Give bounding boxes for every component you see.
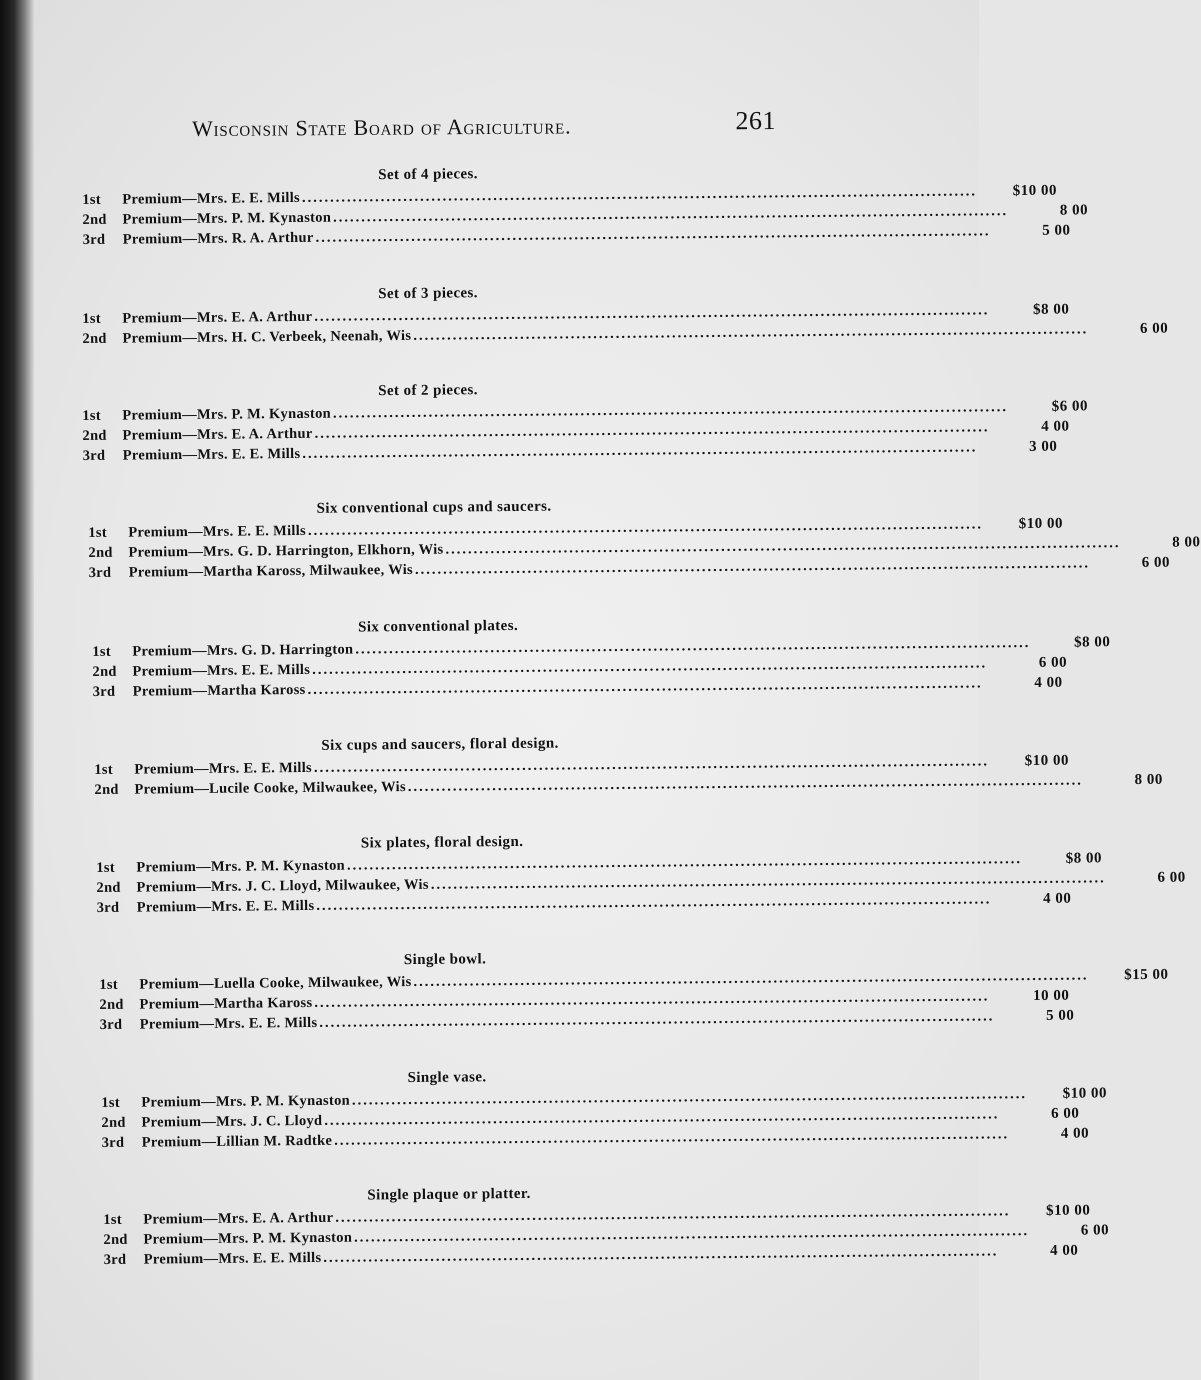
premium-place: 1st xyxy=(82,310,101,327)
premium-winner: Premium—Mrs. E. E. Mills xyxy=(134,759,313,778)
dot-leader: ........................................................................................................................ xyxy=(413,967,1089,990)
premium-place: 2nd xyxy=(88,544,113,561)
running-header xyxy=(192,104,782,144)
premium-winner: Premium—Martha Kaross, Milwaukee, Wis xyxy=(128,561,414,581)
premium-place: 1st xyxy=(88,524,107,541)
premium-amount: $10 00 xyxy=(1024,752,1070,770)
section-heading: Six cups and saucers, floral design. xyxy=(321,735,559,754)
premium-place: 3rd xyxy=(92,683,116,700)
premium-amount: 8 00 xyxy=(1059,202,1089,219)
premium-place: 1st xyxy=(82,407,101,424)
section-heading: Single bowl. xyxy=(403,951,487,969)
premium-place: 1st xyxy=(94,761,113,778)
premium-place: 1st xyxy=(99,976,118,993)
premium-amount: 6 00 xyxy=(1139,320,1169,337)
premium-place: 3rd xyxy=(96,899,120,916)
premium-winner: Premium—Martha Kaross xyxy=(139,994,313,1013)
premium-amount: $8 00 xyxy=(1065,850,1102,867)
dot-leader: ........................................................................................................................ xyxy=(445,535,1121,558)
dot-leader: ........................................................................................................................ xyxy=(307,675,983,698)
premium-place: 2nd xyxy=(82,330,107,347)
award-section xyxy=(88,496,1201,593)
premium-winner: Premium—Mrs. E. A. Arthur xyxy=(143,1209,334,1228)
premium-place: 3rd xyxy=(82,231,106,248)
premium-place: 2nd xyxy=(101,1114,126,1131)
premium-place: 3rd xyxy=(103,1251,127,1268)
premium-amount: $10 00 xyxy=(1062,1085,1107,1102)
premium-winner: Premium—Mrs. P. M. Kynaston xyxy=(122,209,332,228)
premium-place: 2nd xyxy=(103,1231,128,1248)
dot-leader: ........................................................................................................................ xyxy=(413,321,1089,344)
dot-leader: ........................................................................................................................ xyxy=(334,1126,1010,1149)
premium-place: 1st xyxy=(92,643,111,660)
dot-leader: ........................................................................................................................ xyxy=(324,1106,1000,1129)
dot-leader: ........................................................................................................................ xyxy=(312,655,988,678)
award-section xyxy=(82,379,1088,476)
section-heading: Set of 4 pieces. xyxy=(378,166,478,184)
premium-place: 2nd xyxy=(92,663,117,680)
premium-place: 3rd xyxy=(88,564,112,581)
premium-amount: $8 00 xyxy=(1073,634,1111,651)
premium-winner: Premium—Lillian M. Radtke xyxy=(141,1132,333,1151)
premium-amount: 6 00 xyxy=(1080,1222,1110,1239)
premium-winner: Premium—Mrs. P. M. Kynaston xyxy=(141,1092,351,1111)
premium-amount: 6 00 xyxy=(1051,1105,1080,1122)
premium-winner: Premium—Mrs. E. E. Mills xyxy=(128,522,307,541)
dot-leader: ........................................................................................................................ xyxy=(355,634,1031,658)
premium-winner: Premium—Mrs. E. E. Mills xyxy=(122,189,301,208)
premium-amount: 8 00 xyxy=(1172,534,1201,551)
dot-leader: ........................................................................................................................ xyxy=(407,772,1083,795)
dot-leader: ........................................................................................................................ xyxy=(351,1086,1027,1109)
premium-winner: Premium—Mrs. E. E. Mills xyxy=(122,445,301,464)
book-binding-edge xyxy=(0,0,34,1380)
dot-leader: ........................................................................................................................ xyxy=(314,419,990,442)
premium-winner: Premium—Martha Kaross xyxy=(132,681,306,700)
dot-leader: ........................................................................................................................ xyxy=(323,1243,999,1266)
premium-winner: Premium—Mrs. E. E. Mills xyxy=(139,1014,318,1033)
section-heading: Single plaque or platter. xyxy=(367,1185,531,1204)
section-heading: Six plates, floral design. xyxy=(360,833,524,852)
dot-leader: ........................................................................................................................ xyxy=(314,988,990,1011)
section-heading: Set of 2 pieces. xyxy=(378,382,478,400)
premium-winner: Premium—Mrs. P. M. Kynaston xyxy=(136,857,346,876)
section-heading: Six conventional cups and saucers. xyxy=(316,498,552,517)
dot-leader: ........................................................................................................................ xyxy=(319,1008,995,1031)
dot-leader: ........................................................................................................................ xyxy=(333,203,1009,226)
premium-place: 3rd xyxy=(99,1016,123,1033)
premium-amount: 8 00 xyxy=(1134,771,1163,789)
premium-place: 2nd xyxy=(82,211,107,228)
premium-amount: 5 00 xyxy=(1042,222,1071,239)
premium-winner: Premium—Mrs. E. E. Mills xyxy=(143,1249,322,1268)
award-section xyxy=(101,1066,1107,1163)
header-title: Wisconsin State Board of Agriculture. xyxy=(191,113,572,142)
premium-winner: Premium—Mrs. G. D. Harrington xyxy=(132,641,354,660)
award-section xyxy=(82,163,1089,260)
premium-amount: 6 00 xyxy=(1038,654,1068,671)
premium-winner: Premium—Mrs. E. E. Mills xyxy=(136,897,315,916)
premium-winner: Premium—Mrs. G. D. Harrington, Elkhorn, Wis xyxy=(128,541,444,561)
premium-amount: $10 00 xyxy=(1045,1202,1091,1219)
premium-winner: Premium—Mrs. R. A. Arthur xyxy=(122,229,314,248)
section-heading: Single vase. xyxy=(407,1069,487,1087)
premium-amount: $15 00 xyxy=(1124,966,1169,984)
premium-place: 2nd xyxy=(96,879,121,896)
premium-winner: Premium—Mrs. J. C. Lloyd, Milwaukee, Wis xyxy=(136,876,429,896)
premium-amount: 4 00 xyxy=(1041,418,1070,435)
award-section xyxy=(99,948,1169,1045)
premium-winner: Premium—Luella Cooke, Milwaukee, Wis xyxy=(139,974,412,993)
dot-leader: ........................................................................................................................ xyxy=(307,516,984,539)
dot-leader: ........................................................................................................................ xyxy=(313,753,990,776)
premium-place: 3rd xyxy=(82,447,106,464)
dot-leader: ........................................................................................................................ xyxy=(301,183,978,206)
premium-place: 2nd xyxy=(94,781,119,798)
page-number: 261 xyxy=(735,105,777,136)
premium-amount: 3 00 xyxy=(1029,438,1058,455)
premium-amount: $10 00 xyxy=(1012,182,1058,200)
premium-winner: Premium—Mrs. H. C. Verbeek, Neenah, Wis xyxy=(122,327,412,347)
dot-leader: ........................................................................................................................ xyxy=(315,223,991,246)
premium-winner: Premium—Mrs. E. E. Mills xyxy=(132,661,311,680)
premium-winner: Premium—Mrs. P. M. Kynaston xyxy=(143,1229,353,1248)
dot-leader: ........................................................................................................................ xyxy=(316,891,992,914)
premium-place: 1st xyxy=(101,1094,120,1111)
premium-amount: 5 00 xyxy=(1046,1007,1075,1024)
premium-winner: Premium—Lucile Cooke, Milwaukee, Wis xyxy=(134,779,406,798)
dot-leader: ........................................................................................................................ xyxy=(430,870,1106,893)
premium-amount: 4 00 xyxy=(1043,890,1072,907)
premium-winner: Premium—Mrs. E. A. Arthur xyxy=(122,425,313,444)
dot-leader: ........................................................................................................................ xyxy=(346,851,1022,874)
dot-leader: ........................................................................................................................ xyxy=(302,439,978,462)
premium-winner: Premium—Mrs. J. C. Lloyd xyxy=(141,1112,323,1131)
premium-place: 1st xyxy=(103,1211,122,1228)
premium-amount: $8 00 xyxy=(1032,301,1070,318)
premium-amount: 4 00 xyxy=(1050,1242,1079,1259)
section-heading: Set of 3 pieces. xyxy=(378,285,478,303)
dot-leader: ........................................................................................................................ xyxy=(354,1223,1030,1246)
award-section xyxy=(92,615,1111,712)
section-heading: Six conventional plates. xyxy=(357,617,519,636)
premium-place: 1st xyxy=(96,859,115,876)
award-section xyxy=(96,831,1186,928)
premium-place: 2nd xyxy=(99,996,124,1013)
premium-amount: 10 00 xyxy=(1033,987,1070,1005)
premium-place: 1st xyxy=(82,191,101,208)
dot-leader: ........................................................................................................................ xyxy=(414,555,1091,578)
award-section xyxy=(103,1183,1110,1280)
dot-leader: ........................................................................................................................ xyxy=(314,302,990,325)
dot-leader: ........................................................................................................................ xyxy=(335,1203,1011,1226)
award-section xyxy=(94,733,1163,830)
dot-leader: ........................................................................................................................ xyxy=(332,399,1008,422)
premium-amount: 6 00 xyxy=(1157,869,1186,886)
premium-place: 3rd xyxy=(101,1134,125,1151)
premium-amount: $10 00 xyxy=(1018,515,1064,533)
premium-winner: Premium—Mrs. E. A. Arthur xyxy=(122,308,313,327)
award-section xyxy=(82,282,1169,379)
premium-amount: $6 00 xyxy=(1051,398,1088,415)
premium-winner: Premium—Mrs. P. M. Kynaston xyxy=(122,405,332,424)
premium-amount: 6 00 xyxy=(1141,554,1171,571)
premium-amount: 4 00 xyxy=(1034,674,1063,691)
premium-amount: 4 00 xyxy=(1060,1125,1090,1142)
premium-place: 2nd xyxy=(82,427,107,444)
